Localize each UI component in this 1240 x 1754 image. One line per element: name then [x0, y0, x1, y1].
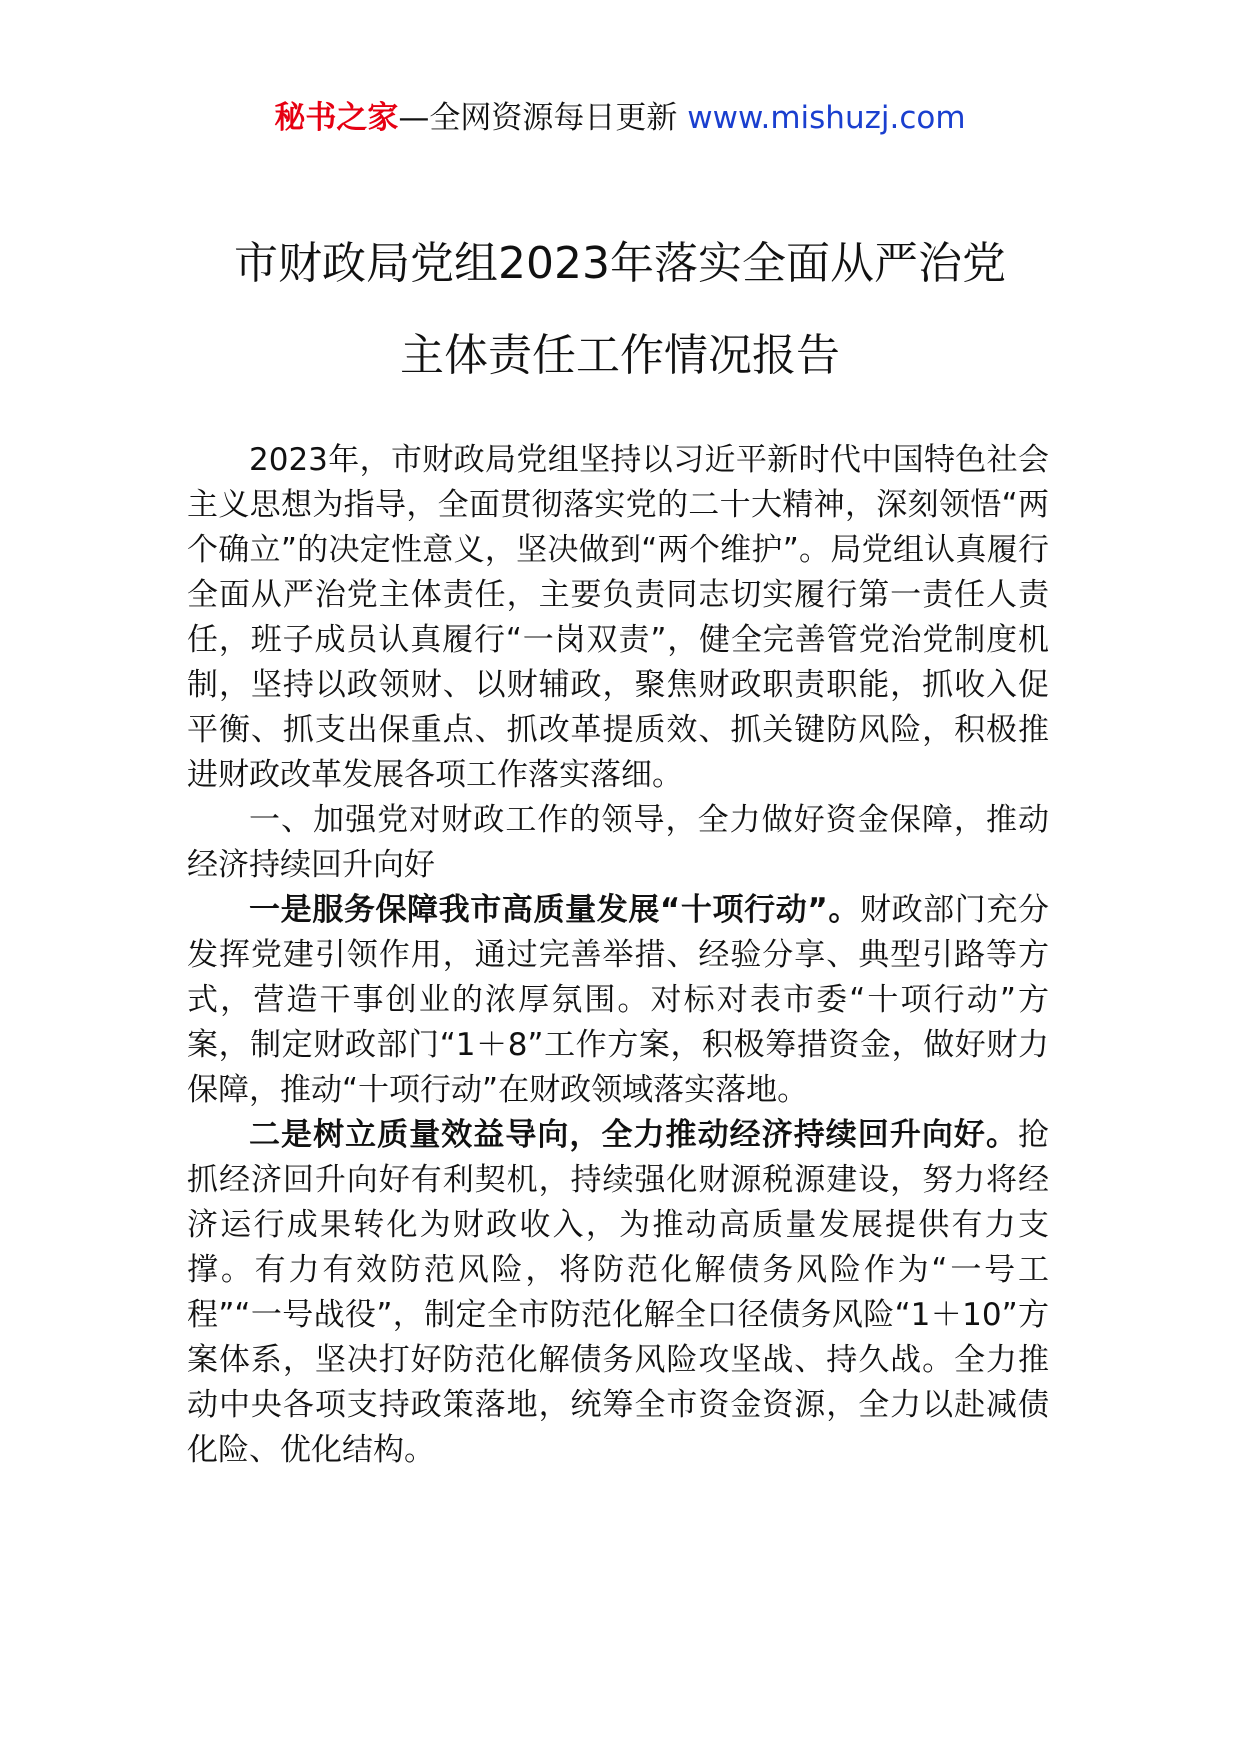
- item-2-text: 抢抓经济回升向好有利契机，持续强化财源税源建设，努力将经济运行成果转化为财政收入，为推动高质量发展提供有力支撑。有力有效防范风险，将防范化解债务风险作为“一号工程”“一号战役”，制定全市防范化解全口径债务风险“1＋10”方案体系，坚决打好防范化解债务风险攻坚战、持久战。全力推动中央各项支持政策落地，统筹全市资金资源，全力以赴减债化险、优化结构。: [187, 1117, 1049, 1468]
- site-header: [0, 98, 1240, 138]
- item-1-lead: 一是服务保障我市高质量发展“十项行动”。: [249, 892, 860, 928]
- section-heading-1: 一、加强党对财政工作的领导，全力做好资金保障，推动经济持续回升向好: [187, 802, 1049, 883]
- document-body: [187, 438, 1049, 1473]
- item-2-lead: 二是树立质量效益导向，全力推动经济持续回升向好。: [249, 1117, 1018, 1153]
- document-title-line-2: 主体责任工作情况报告: [400, 330, 840, 381]
- brand-name: 秘书之家: [274, 100, 399, 136]
- site-url[interactable]: www.mishuzj.com: [677, 100, 966, 136]
- paragraph-item-1: [187, 888, 1049, 1113]
- header-tagline: —全网资源每日更新: [398, 100, 678, 136]
- paragraph-intro: 2023年，市财政局党组坚持以习近平新时代中国特色社会主义思想为指导，全面贯彻落实党的二十大精神，深刻领悟“两个确立”的决定性意义，坚决做到“两个维护”。局党组认真履行全面从严治党主体责任，主要负责同志切实履行第一责任人责任，班子成员认真履行“一岗双责”，健全完善管党治党制度机制，坚持以政领财、以财辅政，聚焦财政职责职能，抓收入促平衡、抓支出保重点、抓改革提质效、抓关键防风险，积极推进财政改革发展各项工作落实落细。: [187, 442, 1049, 793]
- document-title-line-1: 市财政局党组2023年落实全面从严治党: [234, 238, 1006, 289]
- item-1-text: 财政部门充分发挥党建引领作用，通过完善举措、经验分享、典型引路等方式，营造干事创业的浓厚氛围。对标对表市委“十项行动”方案，制定财政部门“1＋8”工作方案，积极筹措资金，做好财力保障，推动“十项行动”在财政领域落实落地。: [187, 892, 1050, 1108]
- paragraph-item-2: [187, 1113, 1049, 1473]
